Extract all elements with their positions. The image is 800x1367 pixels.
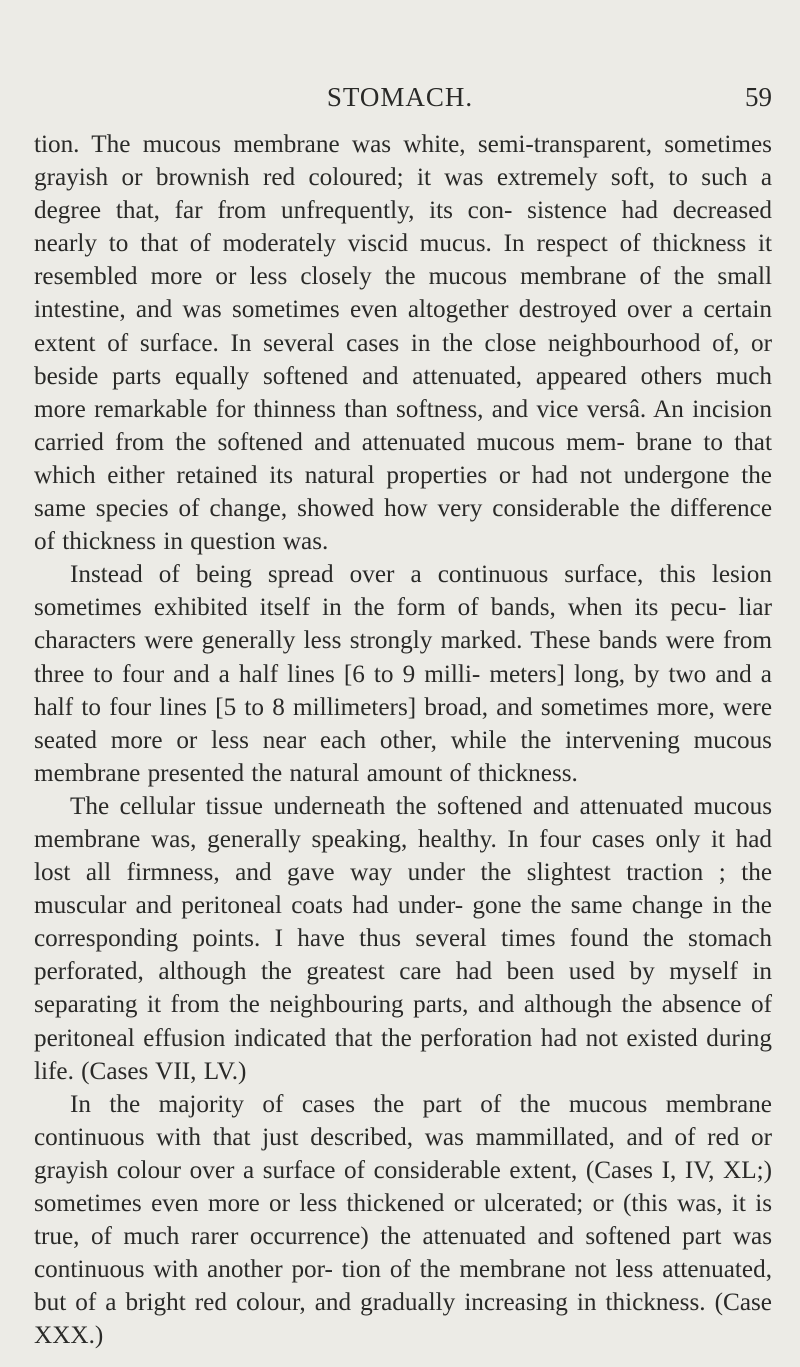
paragraph-1: tion. The mucous membrane was white, semi-transparent, sometimes grayish or brownish red coloured; it was extremely soft, to such a degree that, far from unfrequently, its con- sistence had decreased nearly to that of moderately viscid mucus. In respect of thickness it resembled more or less closely the mucous membrane of the small intestine, and was sometimes even altogether destroyed over a certain extent of surface. In several cases in the close neighbourhood of, or beside parts equally softened and attenuated, appeared others much more remarkable for thinness than softness, and vice versâ. An incision carried from the softened and attenuated mucous mem- brane to that which either retained its natural properties or had not undergone the same species of change, showed how very considerable the difference of thickness in question was. [34, 131, 772, 556]
paragraph-4: In the majority of cases the part of the mucous membrane continuous with that just described, was mammillated, and of red or grayish colour over a surface of considerable extent, (Cases I, IV, XL;) sometimes even more or less thickened or ulcerated; or (this was, it is true, of much rarer occurrence) the attenuated and softened part was continuous with another por- tion of the membrane not less attenuated, but of a bright red colour, and gradually increasing in thickness. (Case XXX.) [34, 1090, 772, 1350]
page-number: 59 [745, 82, 772, 112]
paragraph-3: The cellular tissue underneath the softened and attenuated mucous membrane was, generally speaking, healthy. In four cases only it had lost all firmness, and gave way under the slightest traction ; the muscular and peritoneal coats had under- gone the same change in the corresponding points. I have thus several times found the stomach perforated, although the greatest care had been used by myself in separating it from the neighbouring parts, and although the absence of peritoneal effusion indicated that the perforation had not existed during life. (Cases VII, LV.) [34, 792, 772, 1085]
running-title: STOMACH. [326, 82, 474, 112]
paragraph-2: Instead of being spread over a continuous surface, this lesion sometimes exhibited itself in the form of bands, when its pecu- liar characters were generally less strongly marked. These bands were from three to four and a half lines [6 to 9 milli- meters] long, by two and a half to four lines [5 to 8 millimeters] broad, and sometimes more, were seated more or less near each other, while the intervening mucous membrane presented the natural amount of thickness. [34, 561, 772, 787]
body-text [34, 128, 772, 1352]
running-head [0, 82, 800, 122]
